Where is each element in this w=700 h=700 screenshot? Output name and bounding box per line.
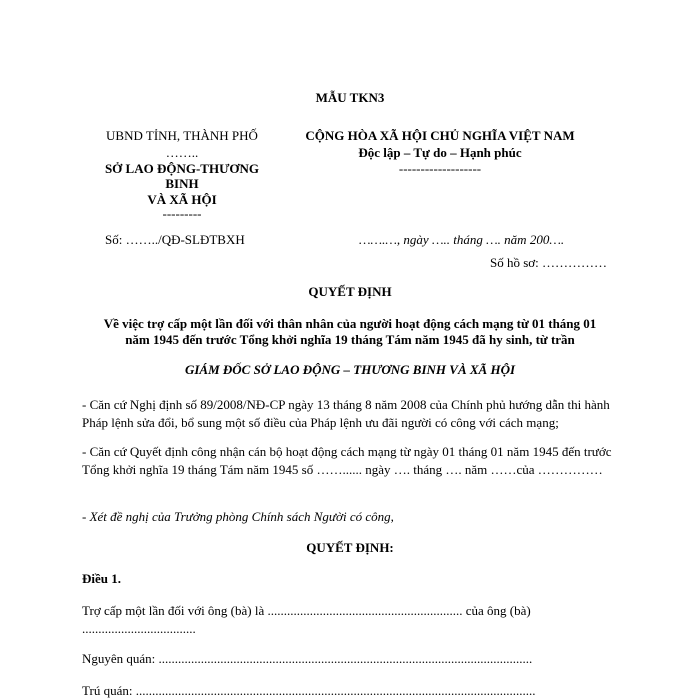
department-name-line3: VÀ XÃ HỘI — [147, 192, 217, 207]
basis-decree: - Căn cứ Nghị định số 89/2008/NĐ-CP ngày 13 tháng 8 năm 2008 của Chính phủ hướng dẫn thi hành Pháp lệnh sửa đổi, bổ sung một số điều của Pháp lệnh ưu đãi người có công với cách mạng; — [82, 397, 610, 430]
department-name-line1: SỞ LAO ĐỘNG-THƯƠNG — [104, 161, 260, 176]
province-label: UBND TỈNH, THÀNH PHỐ — [106, 128, 258, 143]
right-header-divider: ------------------- — [398, 161, 482, 176]
basis-proposal: - Xét đề nghị của Trưởng phòng Chính sách Người có công, — [82, 509, 394, 524]
date-line: …….…, ngày ….. tháng …. năm 200…. — [359, 232, 565, 247]
form-code: MẪU TKN3 — [315, 90, 385, 105]
subtitle-line2: năm 1945 đến trước Tổng khởi nghĩa 19 tháng Tám năm 1945 đã hy sinh, từ trần — [125, 332, 575, 347]
document-number: Số: ……../QĐ-SLĐTBXH — [105, 232, 245, 247]
document-title: QUYẾT ĐỊNH — [308, 284, 392, 299]
decision-heading: QUYẾT ĐỊNH: — [306, 540, 394, 555]
allowance-field: Trợ cấp một lần đối với ông (bà) là ............................................................ của ông (bà) ................................... — [82, 603, 531, 636]
subtitle-line1: Về việc trợ cấp một lần đối với thân nhân của người hoạt động cách mạng từ 01 tháng 01 — [103, 316, 597, 331]
record-number: Số hồ sơ: …………… — [490, 255, 608, 270]
motto: Độc lập – Tự do – Hạnh phúc — [358, 145, 522, 160]
issuing-authority: GIÁM ĐỐC SỞ LAO ĐỘNG – THƯƠNG BINH VÀ XÃ HỘI — [184, 362, 516, 377]
country-name: CỘNG HÒA XÃ HỘI CHỦ NGHĨA VIỆT NAM — [305, 128, 575, 143]
province-dots: …….. — [165, 145, 199, 160]
residence-field: Trú quán: ........................................................................................................................... — [82, 683, 536, 698]
article-1-heading: Điều 1. — [82, 571, 121, 586]
left-header-divider: --------- — [162, 206, 202, 221]
basis-decision: - Căn cứ Quyết định công nhận cán bộ hoạt động cách mạng từ ngày 01 tháng 01 năm 1945 đến trước Tổng khởi nghĩa 19 tháng Tám năm 1945 số ……...... ngày …. tháng …. năm ……của …………… — [82, 444, 612, 477]
department-name-line2: BINH — [165, 176, 199, 191]
hometown-field: Nguyên quán: ................................................................................................................... — [82, 651, 533, 666]
